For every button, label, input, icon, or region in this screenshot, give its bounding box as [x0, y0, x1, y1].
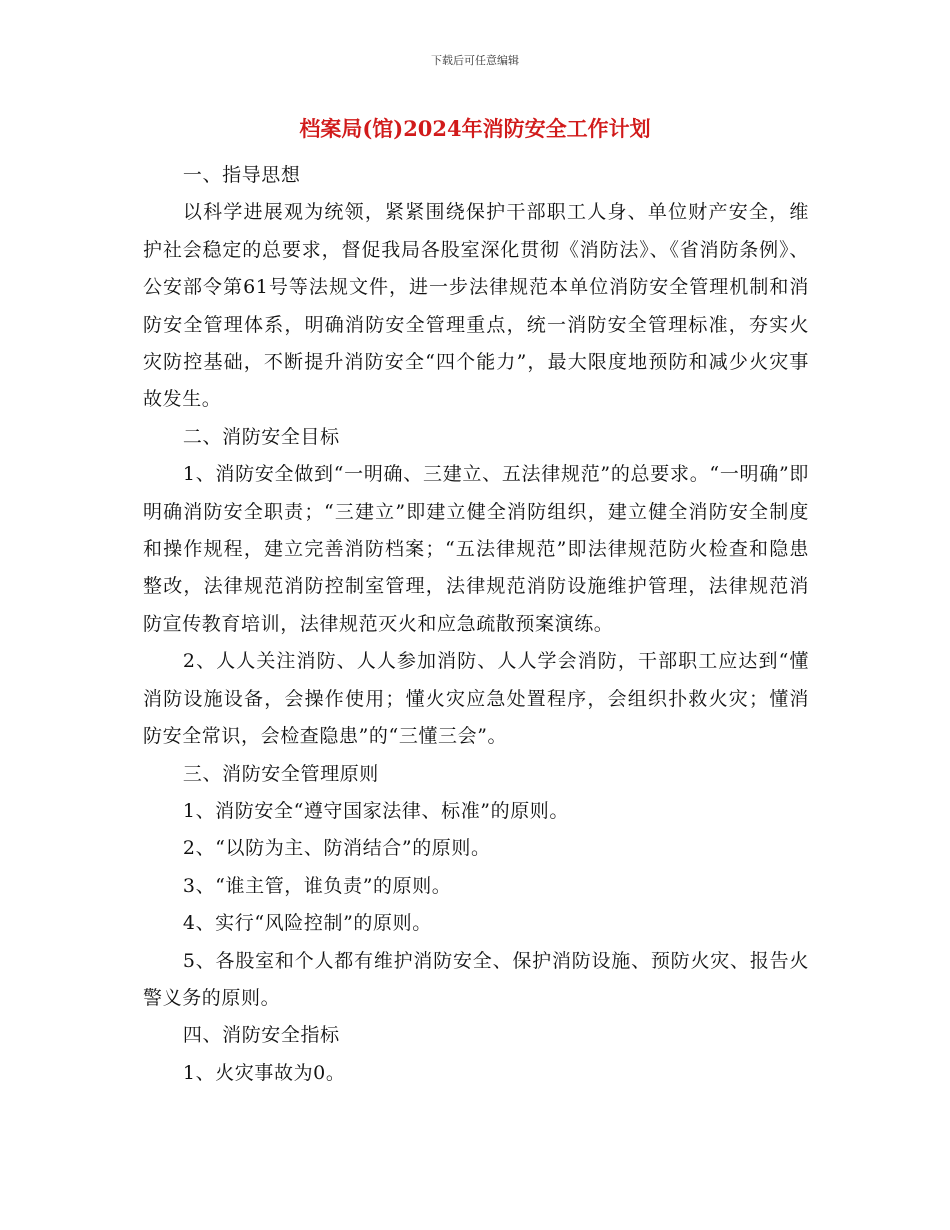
- list-item: 1、消防安全“遵守国家法律、标准”的原则。: [182, 799, 570, 822]
- section-heading-safety-goals: 二、消防安全目标: [182, 425, 340, 448]
- page-header-note: 下载后可任意编辑: [431, 54, 519, 67]
- list-item: 2、“以防为主、防消结合”的原则。: [182, 837, 491, 860]
- list-item: 3、“谁主管，谁负责”的原则。: [182, 874, 452, 897]
- paragraph: 1、消防安全做到“一明确、三建立、五法律规范”的总要求。“一明确”即明确消防安全职责；“三建立”即建立健全消防组织，建立健全消防安全制度和操作规程，建立完善消防档案；“五法律规范”即法律规范防火检查和隐患整改，法律规范消防控制室管理，法律规范消防设施维护管理，法律规范消防宣传教育培训，法律规范灭火和应急疏散预案演练。: [143, 463, 809, 635]
- section-heading-guiding-ideology: 一、指导思想: [182, 164, 301, 186]
- list-item: 5、各股室和个人都有维护消防安全、保护消防设施、预防火灾、报告火警义务的原则。: [143, 949, 809, 1009]
- document-body: [143, 157, 809, 1092]
- paragraph: 以科学进展观为统领，紧紧围绕保护干部职工人身、单位财产安全，维护社会稳定的总要求，督促我局各股室深化贯彻《消防法》、《省消防条例》、公安部令第61号等法规文件，进一步法律规范本单位消防安全管理机制和消防安全管理体系，明确消防安全管理重点，统一消防安全管理标准，夯实火灾防控基础，不断提升消防安全“四个能力”，最大限度地预防和减少火灾事故发生。: [143, 201, 809, 411]
- section-heading-management-principles: 三、消防安全管理原则: [182, 762, 379, 785]
- list-item: 1、火灾事故为0。: [182, 1061, 346, 1084]
- paragraph: 2、人人关注消防、人人参加消防、人人学会消防，干部职工应达到“懂消防设施设备，会操作使用；懂火灾应急处置程序，会组织扑救火灾；懂消防安全常识，会检查隐患”的“三懂三会”。: [143, 650, 809, 748]
- document-title: 档案局(馆)2024年消防安全工作计划: [299, 116, 651, 141]
- list-item: 4、实行“风险控制”的原则。: [182, 912, 432, 935]
- section-heading-safety-indicators: 四、消防安全指标: [182, 1024, 340, 1047]
